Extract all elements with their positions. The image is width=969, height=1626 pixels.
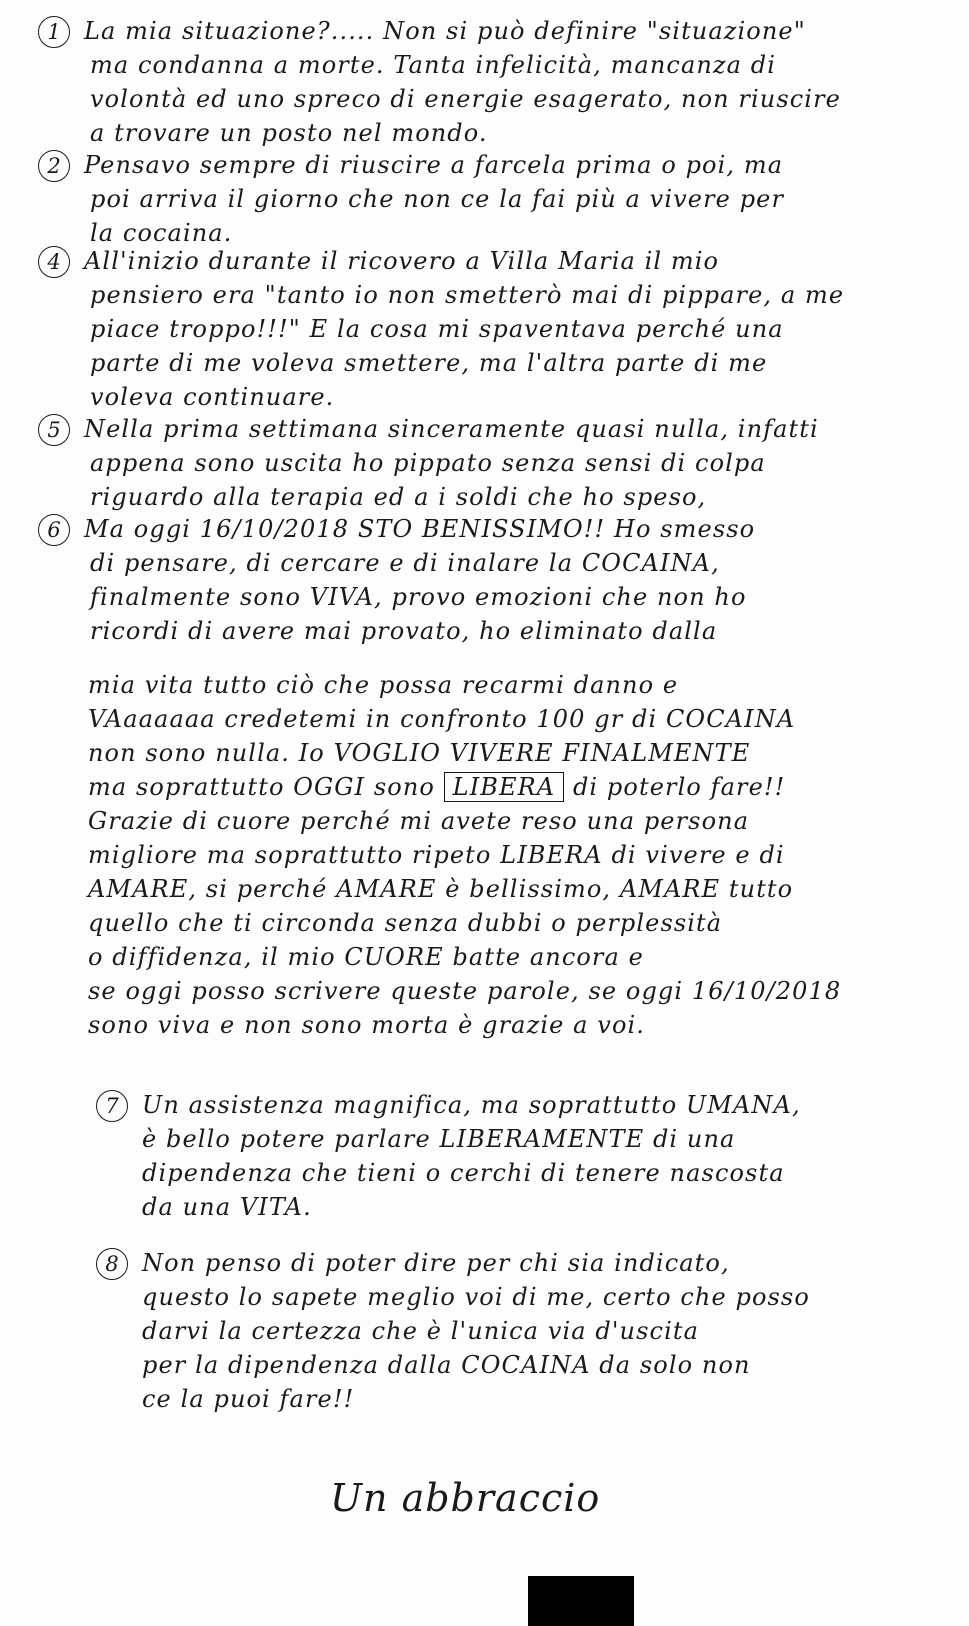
letter-line: appena sono uscita ho pippato senza sensi di colpa xyxy=(90,449,766,477)
answer-section-6 xyxy=(47,512,884,648)
answer-section-2 xyxy=(47,148,884,250)
letter-line: la cocaina. xyxy=(90,219,233,247)
letter-line: sono viva e non sono morta è grazie a voi. xyxy=(88,1011,645,1039)
letter-line: quello che ti circonda senza dubbi o perplessità xyxy=(88,909,723,937)
letter-line: Pensavo sempre di riuscire a farcela prima o poi, ma xyxy=(84,151,784,179)
letter-line: mia vita tutto ciò che possa recarmi danno e xyxy=(88,671,679,699)
letter-line: è bello potere parlare LIBERAMENTE di una xyxy=(142,1125,736,1153)
letter-line: non sono nulla. Io VOGLIO VIVERE FINALMENTE xyxy=(88,739,751,767)
letter-line: ce la puoi fare!! xyxy=(142,1385,355,1413)
answer-section-8 xyxy=(105,1246,942,1416)
letter-line: darvi la certezza che è l'unica via d'uscita xyxy=(142,1317,699,1345)
letter-line: finalmente sono VIVA, provo emozioni che non ho xyxy=(90,583,747,611)
answer-section-4 xyxy=(47,244,884,414)
letter-line: volontà ed uno spreco di energie esagerato, non riuscire xyxy=(90,85,841,113)
section-number-marker: 7 xyxy=(96,1090,128,1122)
letter-line: La mia situazione?..... Non si può definire "situazione" xyxy=(84,17,806,45)
letter-line: parte di me voleva smettere, ma l'altra parte di me xyxy=(90,349,768,377)
section-number-marker: 1 xyxy=(38,16,70,48)
boxed-word-libera: LIBERA xyxy=(444,772,565,802)
section-number-marker: 2 xyxy=(38,150,70,182)
letter-line: ricordi di avere mai provato, ho eliminato dalla xyxy=(90,617,718,645)
letter-line-with-boxed-word xyxy=(88,770,908,804)
boxed-line-start: ma soprattutto OGGI sono xyxy=(88,773,435,801)
letter-line: se oggi posso scrivere queste parole, se oggi 16/10/2018 xyxy=(88,977,842,1005)
letter-line: poi arriva il giorno che non ce la fai più a vivere per xyxy=(90,185,785,213)
answer-section-1 xyxy=(47,14,884,150)
letter-line: questo lo sapete meglio voi di me, certo che posso xyxy=(142,1283,810,1311)
section-number-marker: 5 xyxy=(38,414,70,446)
letter-line: All'inizio durante il ricovero a Villa Maria il mio xyxy=(84,247,720,275)
letter-line: Grazie di cuore perché mi avete reso una persona xyxy=(88,807,750,835)
letter-line: VAaaaaaa credetemi in confronto 100 gr di COCAINA xyxy=(88,705,796,733)
letter-line: per la dipendenza dalla COCAINA da solo non xyxy=(142,1351,751,1379)
letter-line: pensiero era "tanto io non smetterò mai di pippare, a me xyxy=(90,281,845,309)
letter-line: da una VITA. xyxy=(142,1193,312,1221)
answer-section-7 xyxy=(105,1088,942,1224)
boxed-line-end: di poterlo fare!! xyxy=(572,773,786,801)
redaction-block xyxy=(528,1576,634,1626)
letter-line: Ma oggi 16/10/2018 STO BENISSIMO!! Ho smesso xyxy=(84,515,756,543)
letter-line: piace troppo!!!" E la cosa mi spaventava perché una xyxy=(90,315,784,343)
signature: Un abbraccio xyxy=(330,1476,601,1520)
letter-line: ma condanna a morte. Tanta infelicità, mancanza di xyxy=(90,51,777,79)
section-number-marker: 4 xyxy=(38,246,70,278)
letter-line: AMARE, si perché AMARE è bellissimo, AMARE tutto xyxy=(88,875,794,903)
letter-line: riguardo alla terapia ed a i soldi che ho speso, xyxy=(90,483,707,511)
letter-line: o diffidenza, il mio CUORE batte ancora e xyxy=(88,943,644,971)
letter-line: voleva continuare. xyxy=(90,383,335,411)
continuation-paragraph xyxy=(88,668,908,1042)
answer-section-5 xyxy=(47,412,884,514)
letter-line: Nella prima settimana sinceramente quasi nulla, infatti xyxy=(84,415,819,443)
letter-line: dipendenza che tieni o cerchi di tenere nascosta xyxy=(142,1159,785,1187)
section-number-marker: 6 xyxy=(38,514,70,546)
letter-line: Non penso di poter dire per chi sia indicato, xyxy=(142,1249,730,1277)
letter-line: di pensare, di cercare e di inalare la COCAINA, xyxy=(90,549,720,577)
section-number-marker: 8 xyxy=(96,1248,128,1280)
letter-line: migliore ma soprattutto ripeto LIBERA di vivere e di xyxy=(88,841,785,869)
letter-line: a trovare un posto nel mondo. xyxy=(90,119,488,147)
letter-line: Un assistenza magnifica, ma soprattutto UMANA, xyxy=(142,1091,801,1119)
